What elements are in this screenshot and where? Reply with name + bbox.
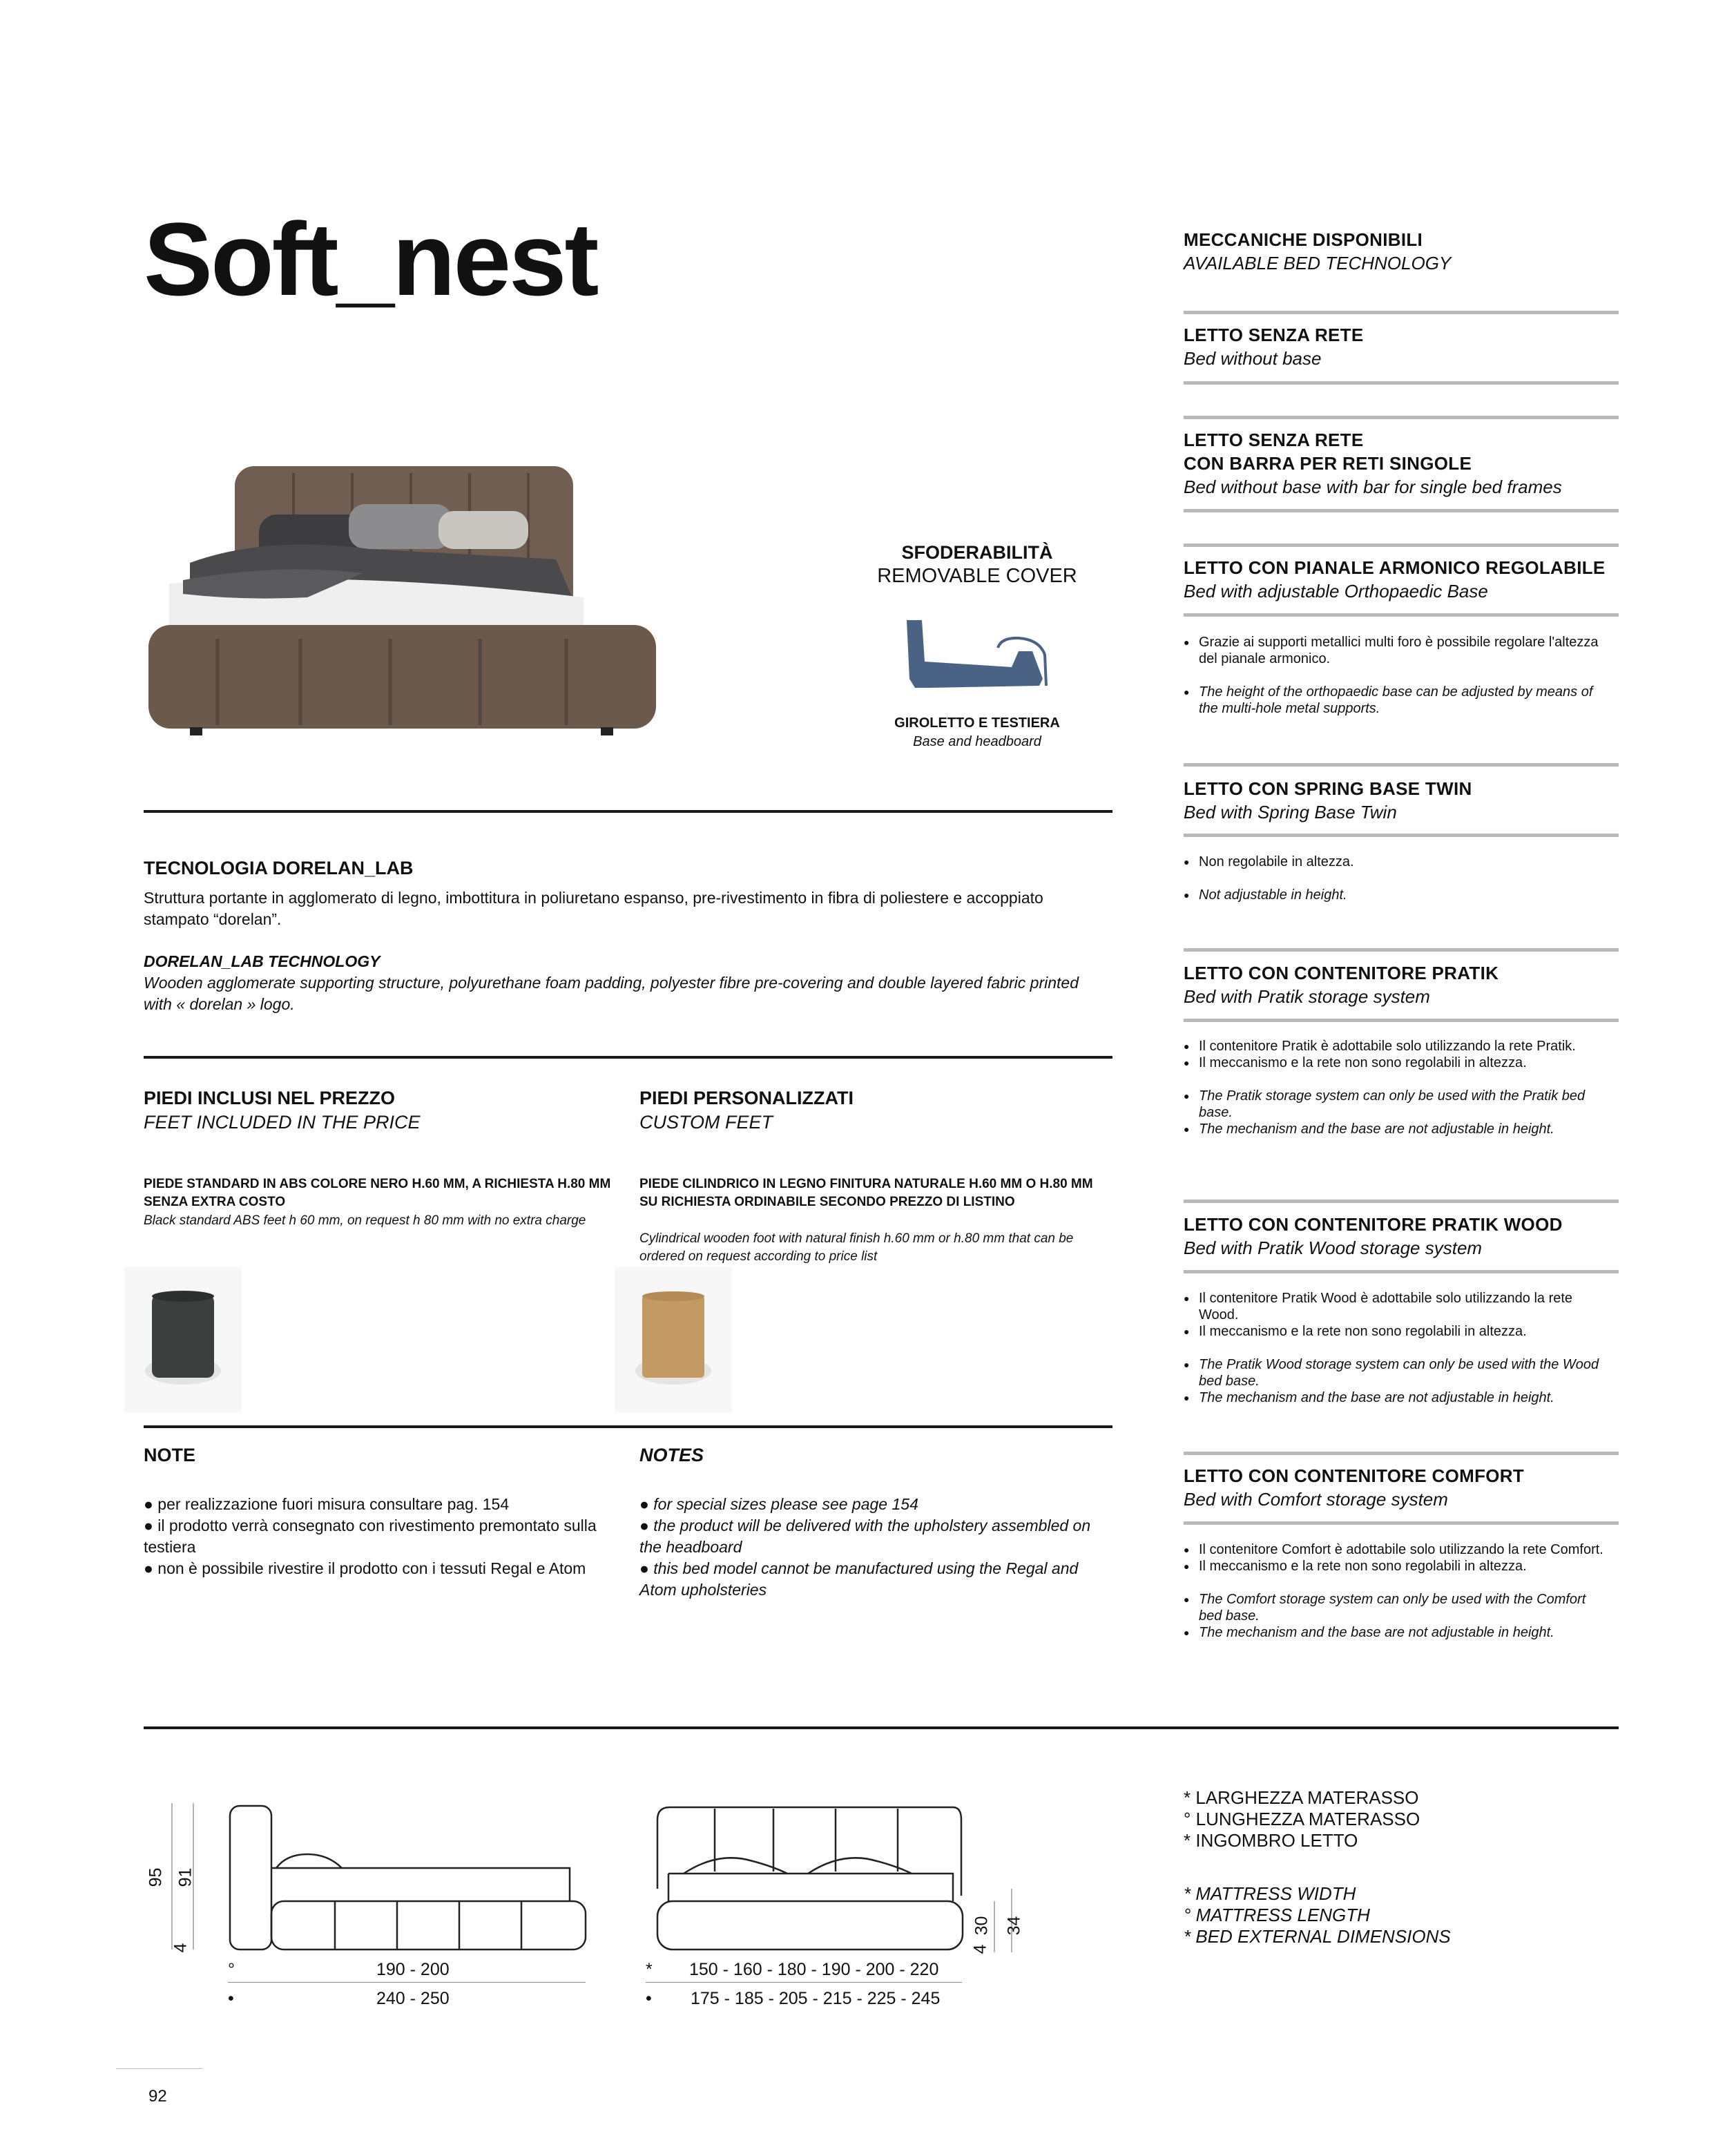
dim-height-4b: 4 — [970, 1944, 990, 1954]
divider — [144, 810, 1112, 813]
divider — [144, 1726, 1619, 1729]
note-row: ● The Comfort storage system can only be used with the Comfort bed base. — [1184, 1591, 1612, 1624]
legend-item: * LARGHEZZA MATERASSO — [1184, 1787, 1419, 1808]
tech-section-6 — [1184, 1213, 1619, 1260]
dim-height-91: 91 — [175, 1867, 195, 1887]
note-row: ● Not adjustable in height. — [1184, 887, 1612, 903]
tech-subtitle: Bed with Spring Base Twin — [1184, 802, 1397, 822]
section-rule — [1184, 1200, 1619, 1203]
tech-section-1 — [1184, 323, 1619, 370]
dim-bed-length: 240 - 250 — [376, 1989, 450, 2008]
dim-symbol: • — [228, 1989, 234, 2008]
tech-subtitle: Bed without base with bar for single bed frames — [1184, 477, 1562, 497]
technology-text-en: Wooden agglomerate supporting structure, polyurethane foam padding, polyester fibre pre-covering and double layered fabric printed with « dorelan » logo. — [144, 974, 1079, 1013]
tech-subtitle: Bed with Comfort storage system — [1184, 1489, 1448, 1510]
feet-custom-desc: PIEDE CILINDRICO IN LEGNO FINITURA NATURALE H.60 MM O H.80 MM SU RICHIESTA ORDINABILE SECONDO PREZZO DI LISTINO — [639, 1177, 1093, 1209]
tech-notes — [1184, 1290, 1612, 1406]
section-rule — [1184, 509, 1619, 512]
dim-height-95: 95 — [146, 1867, 166, 1887]
divider — [144, 1425, 1112, 1428]
note-row: ● Il contenitore Pratik è adottabile solo utilizzando la rete Pratik. — [1184, 1038, 1612, 1055]
section-rule — [1184, 543, 1619, 547]
note-item-en: ● for special sizes please see page 154 — [639, 1495, 918, 1513]
tech-title: LETTO CON CONTENITORE COMFORT — [1184, 1465, 1525, 1486]
side-view-drawing — [155, 1799, 597, 1958]
feet-custom-sub: CUSTOM FEET — [639, 1112, 773, 1133]
technology-heading: TECNOLOGIA DORELAN_LAB — [144, 858, 414, 878]
dim-line — [646, 1982, 962, 1983]
legend-item-en: * MATTRESS WIDTH — [1184, 1883, 1356, 1904]
dim-height-4: 4 — [171, 1943, 191, 1953]
bed-tech-heading: MECCANICHE DISPONIBILI — [1184, 229, 1423, 250]
dim-symbol: * — [646, 1960, 653, 1979]
tech-notes — [1184, 854, 1612, 903]
feet-included-desc: PIEDE STANDARD IN ABS COLORE NERO H.60 MM, A RICHIESTA H.80 MM SENZA EXTRA COSTO — [144, 1177, 611, 1209]
tech-title: LETTO SENZA RETE — [1184, 325, 1364, 345]
section-rule — [1184, 613, 1619, 617]
section-rule — [1184, 948, 1619, 952]
feet-custom-desc-en: Cylindrical wooden foot with natural finish h.60 mm or h.80 mm that can be ordered on request according to price list — [639, 1231, 1074, 1264]
note-item: ● non è possibile rivestire il prodotto con i tessuti Regal e Atom — [144, 1559, 586, 1577]
section-rule — [1184, 763, 1619, 767]
tech-section-4 — [1184, 777, 1619, 824]
dim-mattress-length: 190 - 200 — [376, 1960, 450, 1979]
tech-notes — [1184, 634, 1612, 717]
tech-title: LETTO CON CONTENITORE PRATIK — [1184, 963, 1499, 983]
tech-title: LETTO CON PIANALE ARMONICO REGOLABILE — [1184, 557, 1606, 578]
tech-section-2 — [1184, 428, 1619, 499]
dim-symbol: • — [646, 1989, 652, 2008]
dim-height-34: 34 — [1004, 1916, 1024, 1936]
section-rule — [1184, 834, 1619, 837]
wood-foot-photo — [615, 1267, 732, 1412]
feet-custom-heading: PIEDI PERSONALIZZATI — [639, 1088, 854, 1108]
note-row: ● Grazie ai supporti metallici multi foro è possibile regolare l'altezza del pianale armonico. — [1184, 634, 1612, 667]
note-row: ● Il contenitore Comfort è adottabile solo utilizzando la rete Comfort. — [1184, 1541, 1612, 1558]
tech-notes — [1184, 1541, 1612, 1641]
page-title: Soft_nest — [144, 201, 597, 317]
section-rule — [1184, 1521, 1619, 1525]
note-item-en: ● the product will be delivered with the upholstery assembled on the headboard — [639, 1517, 1091, 1556]
tech-subtitle: Bed with adjustable Orthopaedic Base — [1184, 581, 1488, 601]
tech-section-7 — [1184, 1464, 1619, 1511]
note-row: ● The height of the orthopaedic base can be adjusted by means of the multi-hole metal supports. — [1184, 684, 1612, 717]
note-item-en: ● this bed model cannot be manufactured using the Regal and Atom upholsteries — [639, 1559, 1079, 1599]
note-row: ● The Pratik storage system can only be used with the Pratik bed base. — [1184, 1088, 1612, 1121]
note-item: ● per realizzazione fuori misura consultare pag. 154 — [144, 1495, 510, 1513]
note-row: ● Il meccanismo e la rete non sono regolabili in altezza. — [1184, 1558, 1612, 1575]
black-foot-photo — [124, 1267, 242, 1412]
bed-tech-subheading: AVAILABLE BED TECHNOLOGY — [1184, 253, 1452, 273]
legend-item: * INGOMBRO LETTO — [1184, 1830, 1358, 1851]
removable-subtitle: REMOVABLE COVER — [877, 565, 1077, 587]
tech-title: LETTO SENZA RETE — [1184, 430, 1364, 450]
section-rule — [1184, 311, 1619, 314]
divider — [144, 1056, 1112, 1059]
tech-title: LETTO CON CONTENITORE PRATIK WOOD — [1184, 1214, 1563, 1235]
note-row: ● The mechanism and the base are not adjustable in height. — [1184, 1389, 1612, 1406]
section-rule — [1184, 1270, 1619, 1273]
removable-title: SFODERABILITÀ — [901, 542, 1053, 563]
note-row: ● Il meccanismo e la rete non sono regolabili in altezza. — [1184, 1055, 1612, 1071]
legend — [1184, 1787, 1451, 1947]
dim-symbol: ° — [228, 1960, 235, 1979]
legend-item-en: ° MATTRESS LENGTH — [1184, 1905, 1370, 1925]
note-heading: NOTE — [144, 1445, 196, 1465]
technology-heading-en: DORELAN_LAB TECHNOLOGY — [144, 952, 380, 970]
note-row: ● Il meccanismo e la rete non sono regolabili in altezza. — [1184, 1323, 1612, 1340]
tech-title: CON BARRA PER RETI SINGOLE — [1184, 453, 1472, 474]
feet-included-sub: FEET INCLUDED IN THE PRICE — [144, 1112, 421, 1133]
bed-tech-header — [1184, 228, 1619, 275]
removable-caption: GIROLETTO E TESTIERA — [894, 715, 1060, 731]
legend-item: ° LUNGHEZZA MATERASSO — [1184, 1809, 1420, 1829]
tech-subtitle: Bed with Pratik Wood storage system — [1184, 1238, 1483, 1258]
note-item: ● il prodotto verrà consegnato con rivestimento premontato sulla testiera — [144, 1517, 597, 1556]
dim-height-30: 30 — [972, 1916, 992, 1936]
dim-line — [228, 1982, 586, 1983]
feet-included-heading: PIEDI INCLUSI NEL PREZZO — [144, 1088, 396, 1108]
note-row: ● The mechanism and the base are not adjustable in height. — [1184, 1121, 1612, 1137]
note-row: ● Non regolabile in altezza. — [1184, 854, 1612, 870]
bed-photo — [142, 459, 659, 739]
dim-mattress-width: 150 - 160 - 180 - 190 - 200 - 220 — [689, 1960, 939, 1979]
tech-notes — [1184, 1038, 1612, 1137]
tech-section-3 — [1184, 556, 1619, 603]
legend-item-en: * BED EXTERNAL DIMENSIONS — [1184, 1926, 1451, 1947]
section-rule — [1184, 381, 1619, 385]
tech-section-5 — [1184, 961, 1619, 1008]
section-rule — [1184, 416, 1619, 419]
feet-included-desc-en: Black standard ABS feet h 60 mm, on request h 80 mm with no extra charge — [144, 1213, 586, 1228]
notes-heading: NOTES — [639, 1445, 704, 1465]
tech-subtitle: Bed with Pratik storage system — [1184, 986, 1430, 1007]
removable-caption-en: Base and headboard — [913, 734, 1041, 749]
note-row: ● The mechanism and the base are not adjustable in height. — [1184, 1624, 1612, 1641]
dim-bed-width: 175 - 185 - 205 - 215 - 225 - 245 — [691, 1989, 941, 2008]
tech-title: LETTO CON SPRING BASE TWIN — [1184, 778, 1472, 799]
footer-rule — [116, 2068, 202, 2069]
note-row: ● The Pratik Wood storage system can only be used with the Wood bed base. — [1184, 1356, 1612, 1389]
page-number: 92 — [148, 2087, 167, 2106]
bed-frame-icon — [901, 613, 1057, 696]
note-row: ● Il contenitore Pratik Wood è adottabile solo utilizzando la rete Wood. — [1184, 1290, 1612, 1323]
tech-subtitle: Bed without base — [1184, 348, 1322, 369]
section-rule — [1184, 1019, 1619, 1022]
technology-text: Struttura portante in agglomerato di legno, imbottitura in poliuretano espanso, pre-rivestimento in fibra di poliestere e accoppiato stampato “dorelan”. — [144, 889, 1043, 928]
section-rule — [1184, 1452, 1619, 1455]
